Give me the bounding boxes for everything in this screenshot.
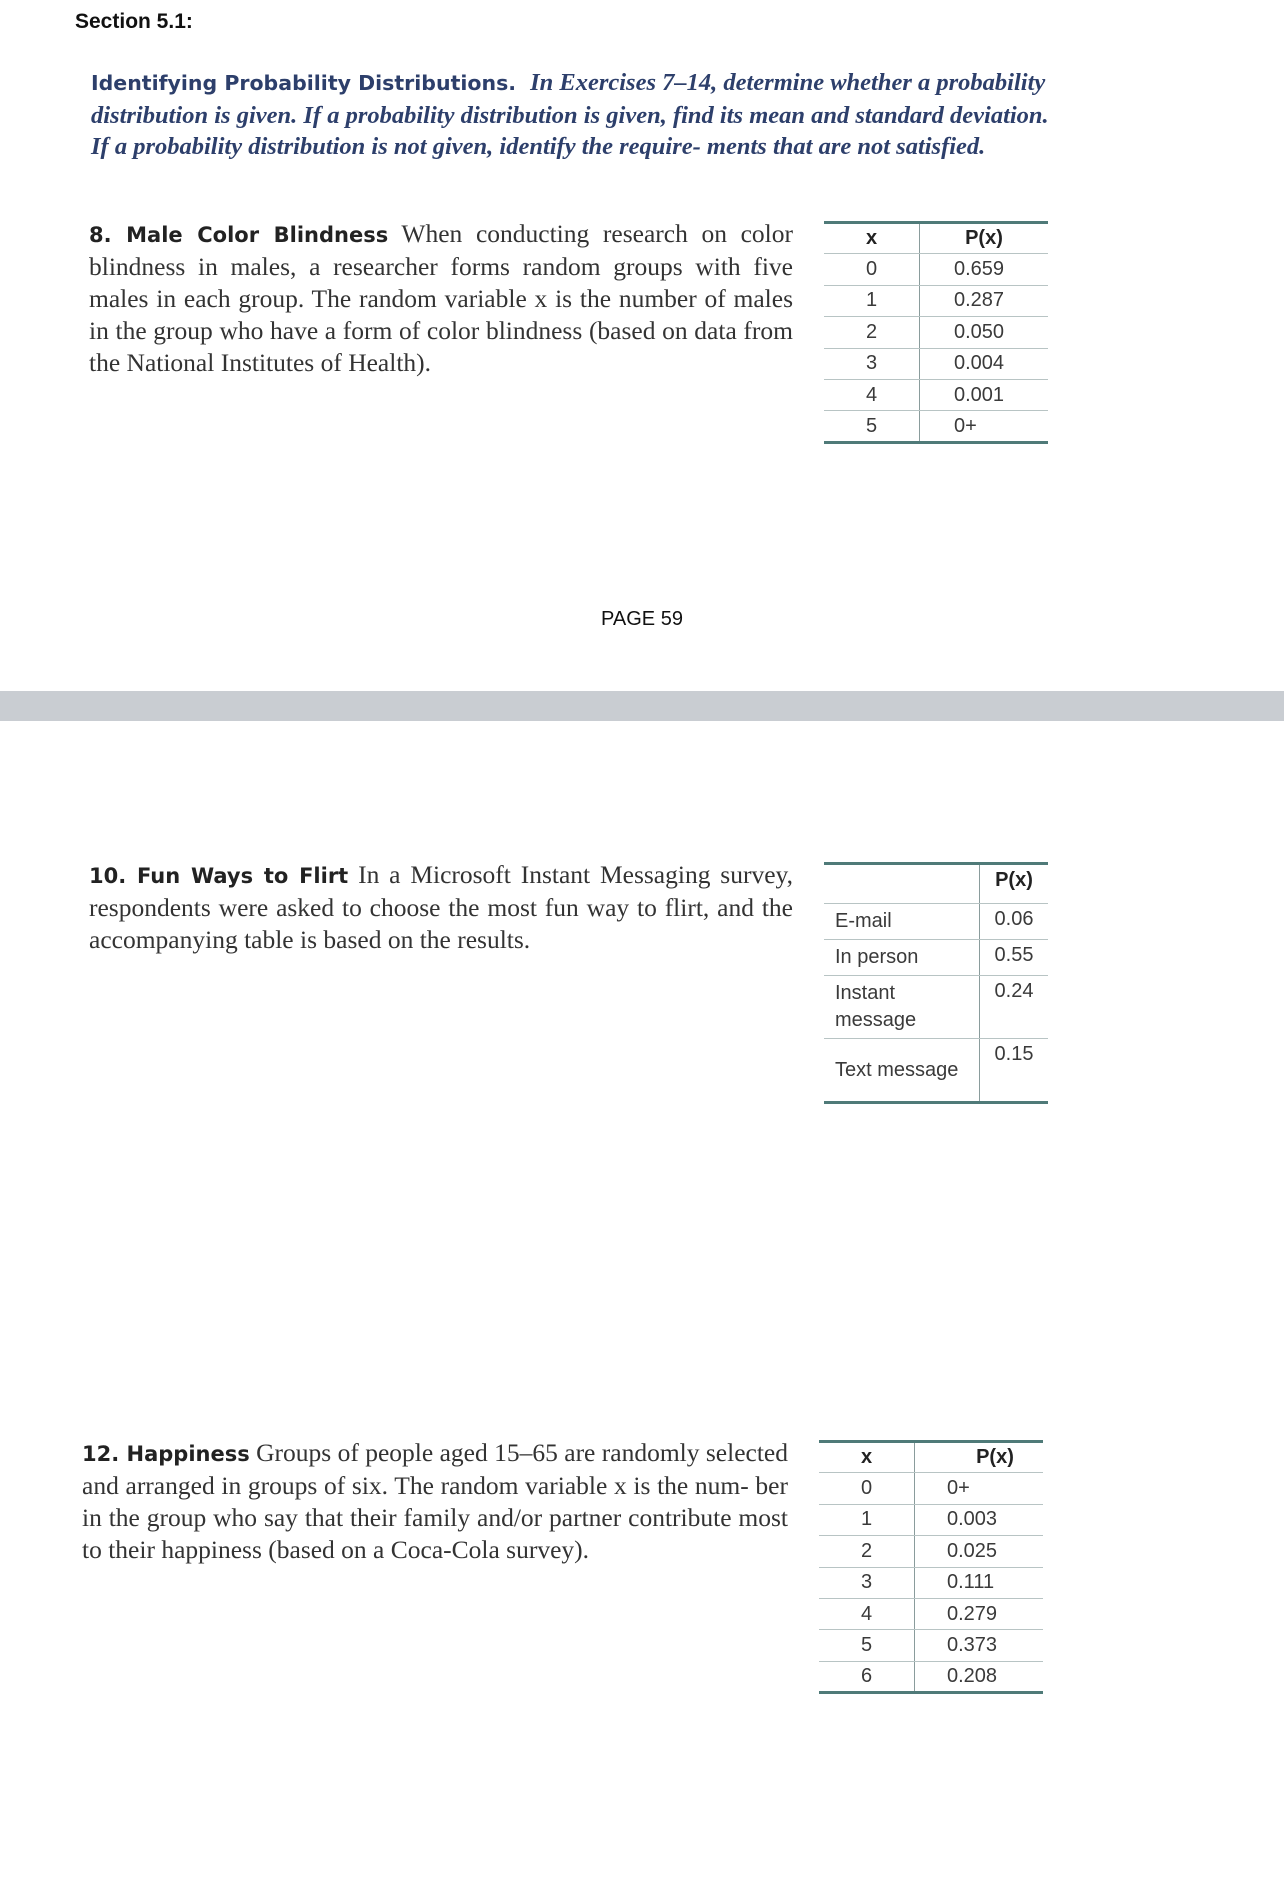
table-row xyxy=(824,411,1048,442)
cell-px: 0.111 xyxy=(915,1567,1044,1598)
column-header-x: x xyxy=(819,1442,915,1473)
cell-px: 0.003 xyxy=(915,1504,1044,1535)
column-header-px: P(x) xyxy=(920,223,1049,254)
cell-px: 0.050 xyxy=(920,317,1049,348)
cell-x: 3 xyxy=(819,1567,915,1598)
cell-x: 3 xyxy=(824,348,920,379)
cell-category: In person xyxy=(824,940,980,976)
page-divider xyxy=(0,691,1284,721)
table-row xyxy=(819,1598,1043,1629)
table-row xyxy=(819,1567,1043,1598)
exercise-8 xyxy=(89,218,793,379)
cell-x: 2 xyxy=(819,1536,915,1567)
cell-px: 0+ xyxy=(954,414,977,437)
column-header-px: P(x) xyxy=(980,864,1049,904)
cell-px: 0.279 xyxy=(915,1598,1044,1629)
column-header-x: x xyxy=(824,223,920,254)
cell-px: 0.659 xyxy=(920,254,1049,285)
table-header-row xyxy=(819,1442,1043,1473)
column-header-category xyxy=(824,864,980,904)
cell-px: 0.025 xyxy=(915,1536,1044,1567)
table-row xyxy=(824,285,1048,316)
exercise-12 xyxy=(82,1437,788,1566)
exercise-12-table xyxy=(819,1440,1043,1694)
table-row xyxy=(819,1536,1043,1567)
cell-px: 0.373 xyxy=(915,1630,1044,1661)
page-label xyxy=(0,608,1284,631)
table-header-row xyxy=(824,223,1048,254)
cell-px: 0.24 xyxy=(980,976,1049,1039)
exercise-10-table xyxy=(824,862,1048,1104)
exercise-12-body: Groups of people aged 15–65 are randomly selected and arranged in groups of six. The random variable x is the num- ber in the group who say that their family and/or partner contribute most to their happiness (based on a Coca-Cola survey). xyxy=(82,1438,788,1564)
exercise-8-title: 8. Male Color Blindness xyxy=(89,223,389,247)
exercise-10-title: 10. Fun Ways to Flirt xyxy=(89,864,349,888)
table-header-row xyxy=(824,864,1048,904)
intro-instructions xyxy=(91,67,1051,163)
exercise-8-body: When conducting research on color blindness in males, a researcher forms random groups with five males in each group. The random variable x is the number of males in the group who have a form of color blindness (based on data from the National Institutes of Health). xyxy=(89,219,793,377)
cell-px: 0.06 xyxy=(980,904,1049,940)
table-row xyxy=(824,317,1048,348)
table-row xyxy=(824,976,1048,1039)
exercise-8-table xyxy=(824,221,1048,444)
cell-x: 1 xyxy=(824,285,920,316)
intro-text: In Exercises 7–14, determine whether a probability distribution is given. If a probability distribution is given, find its mean and standard deviation. If a probability distribution is not given, identify the require- ments that are not satisfied. xyxy=(91,69,1049,160)
table-row xyxy=(824,940,1048,976)
cell-x: 4 xyxy=(819,1598,915,1629)
cell-category: Text message xyxy=(824,1039,980,1103)
exercise-10 xyxy=(89,859,793,956)
section-title: Section 5.1: xyxy=(75,10,193,33)
table-row xyxy=(819,1504,1043,1535)
table-row xyxy=(824,904,1048,940)
cell-px: 0.55 xyxy=(980,940,1049,976)
cell-px: 0.287 xyxy=(920,285,1049,316)
exercise-10-body: In a Microsoft Instant Messaging survey, respondents were asked to choose the most fun way to flirt, and the accompanying table is based on the results. xyxy=(89,860,793,954)
cell-x: 0 xyxy=(819,1473,915,1504)
cell-px: 0.001 xyxy=(920,379,1049,410)
cell-category: Instant message xyxy=(824,976,980,1039)
table-row xyxy=(824,379,1048,410)
exercise-12-title: 12. Happiness xyxy=(82,1442,250,1466)
cell-x: 6 xyxy=(819,1661,915,1692)
table-row xyxy=(824,254,1048,285)
cell-x: 0 xyxy=(824,254,920,285)
table-row xyxy=(819,1661,1043,1692)
table-row xyxy=(824,1039,1048,1103)
cell-x: 5 xyxy=(819,1630,915,1661)
intro-lead: Identifying Probability Distributions. xyxy=(91,71,517,95)
cell-px: 0+ xyxy=(915,1473,1044,1504)
cell-category: E-mail xyxy=(824,904,980,940)
page-label-text: PAGE 59 xyxy=(601,608,683,630)
cell-x: 5 xyxy=(824,411,920,442)
table-row xyxy=(819,1473,1043,1504)
table-row xyxy=(819,1630,1043,1661)
cell-x: 1 xyxy=(819,1504,915,1535)
cell-px: 0.15 xyxy=(994,1043,1034,1065)
column-header-px: P(x) xyxy=(915,1442,1044,1473)
cell-x: 4 xyxy=(824,379,920,410)
table-row xyxy=(824,348,1048,379)
cell-px: 0.004 xyxy=(920,348,1049,379)
cell-x: 2 xyxy=(824,317,920,348)
cell-px: 0.208 xyxy=(947,1664,998,1687)
